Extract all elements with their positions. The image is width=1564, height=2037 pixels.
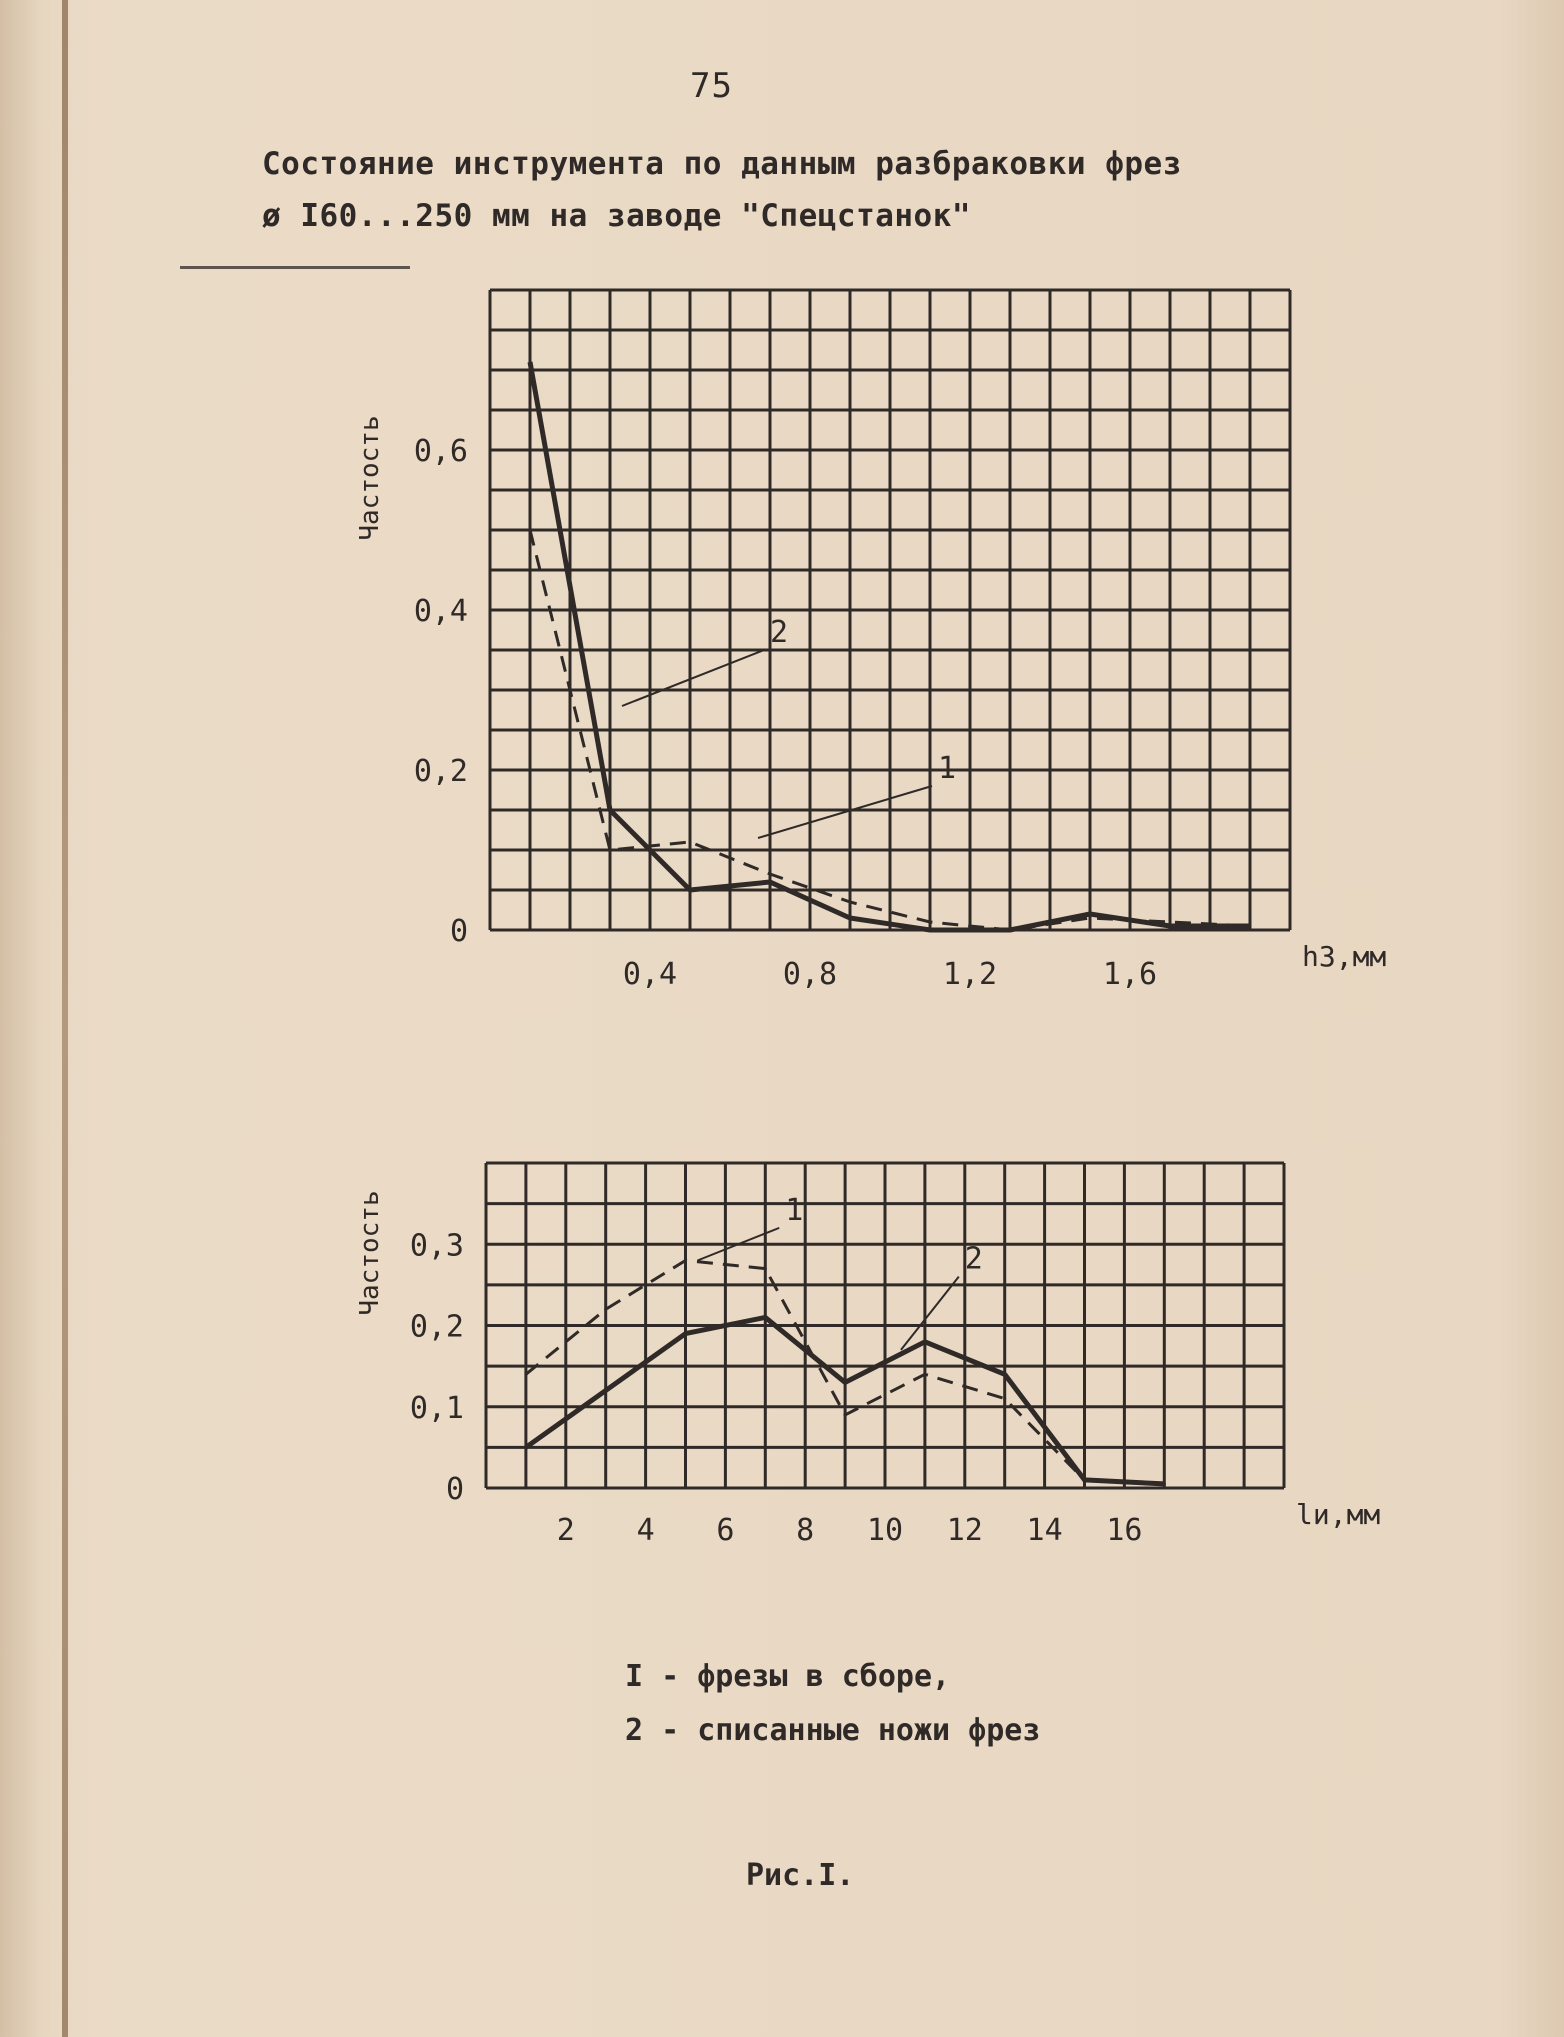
series-1-point: [684, 1259, 687, 1262]
series-1-point: [1003, 1397, 1006, 1400]
y-tick-label: 0,1: [409, 1390, 464, 1426]
x-tick-label: 2: [556, 1513, 575, 1548]
series-2-tag: 2: [770, 615, 789, 650]
series-2-leader-line: [901, 1277, 959, 1350]
y-axis-label: Частость: [355, 1190, 385, 1316]
figure-caption: Рис.I.: [746, 1858, 855, 1893]
legend-item-2: 2 - списанные ножи фрез: [625, 1713, 1041, 1748]
x-tick-label: 4: [636, 1513, 655, 1548]
series-1-point: [844, 1413, 847, 1416]
series-2-point: [844, 1381, 847, 1384]
series-1-point: [923, 1373, 926, 1376]
y-tick-label: 0,2: [409, 1309, 464, 1345]
series-1-point: [524, 1373, 527, 1376]
x-tick-label: 10: [866, 1513, 904, 1548]
series-1-point: [604, 1308, 607, 1311]
series-2-point: [684, 1332, 687, 1335]
series-2-point: [1083, 1478, 1086, 1481]
x-tick-label: 6: [716, 1513, 735, 1548]
series-2-point: [764, 1316, 767, 1319]
x-tick-label: 0,8: [782, 957, 838, 992]
x-axis-label: lи,мм: [1296, 1498, 1381, 1531]
series-2-point: [604, 1389, 607, 1392]
series-2-point: [524, 1446, 527, 1449]
series-2-point: [923, 1340, 926, 1343]
x-tick-label: 16: [1106, 1513, 1143, 1548]
x-tick-label: 12: [946, 1513, 983, 1548]
y-axis-label: Частость: [355, 415, 385, 541]
series-1-point: [764, 1267, 767, 1270]
chart-grid: [486, 1163, 1284, 1488]
title-line-1: Состояние инструмента по данным разбраковки фрез: [262, 146, 1182, 182]
y-tick-label: 0: [449, 914, 468, 949]
series-2-point: [1163, 1482, 1166, 1485]
y-tick-label: 0: [445, 1472, 464, 1507]
series-1-tag: 1: [938, 751, 957, 786]
y-tick-label: 0,3: [409, 1228, 464, 1264]
page-number: 75: [690, 66, 733, 106]
series-2-tag: 2: [964, 1241, 983, 1277]
legend-item-1: I - фрезы в сборе,: [625, 1659, 951, 1694]
series-1-tag: 1: [785, 1192, 804, 1228]
figure-legend: [625, 1650, 1040, 1758]
title-line-2: ø I60...250 мм на заводе "Спецстанок": [262, 198, 972, 234]
x-tick-label: 8: [796, 1513, 815, 1548]
x-tick-label: 1,2: [942, 957, 998, 992]
x-tick-label: 0,4: [622, 957, 678, 992]
y-tick-label: 0,2: [413, 754, 468, 789]
series-2-point: [1003, 1373, 1006, 1376]
y-tick-label: 0,6: [413, 434, 468, 469]
x-tick-label: 1,6: [1102, 957, 1158, 992]
y-tick-label: 0,4: [413, 594, 468, 629]
x-axis-label: h3,мм: [1302, 940, 1387, 973]
x-tick-label: 14: [1026, 1513, 1063, 1548]
